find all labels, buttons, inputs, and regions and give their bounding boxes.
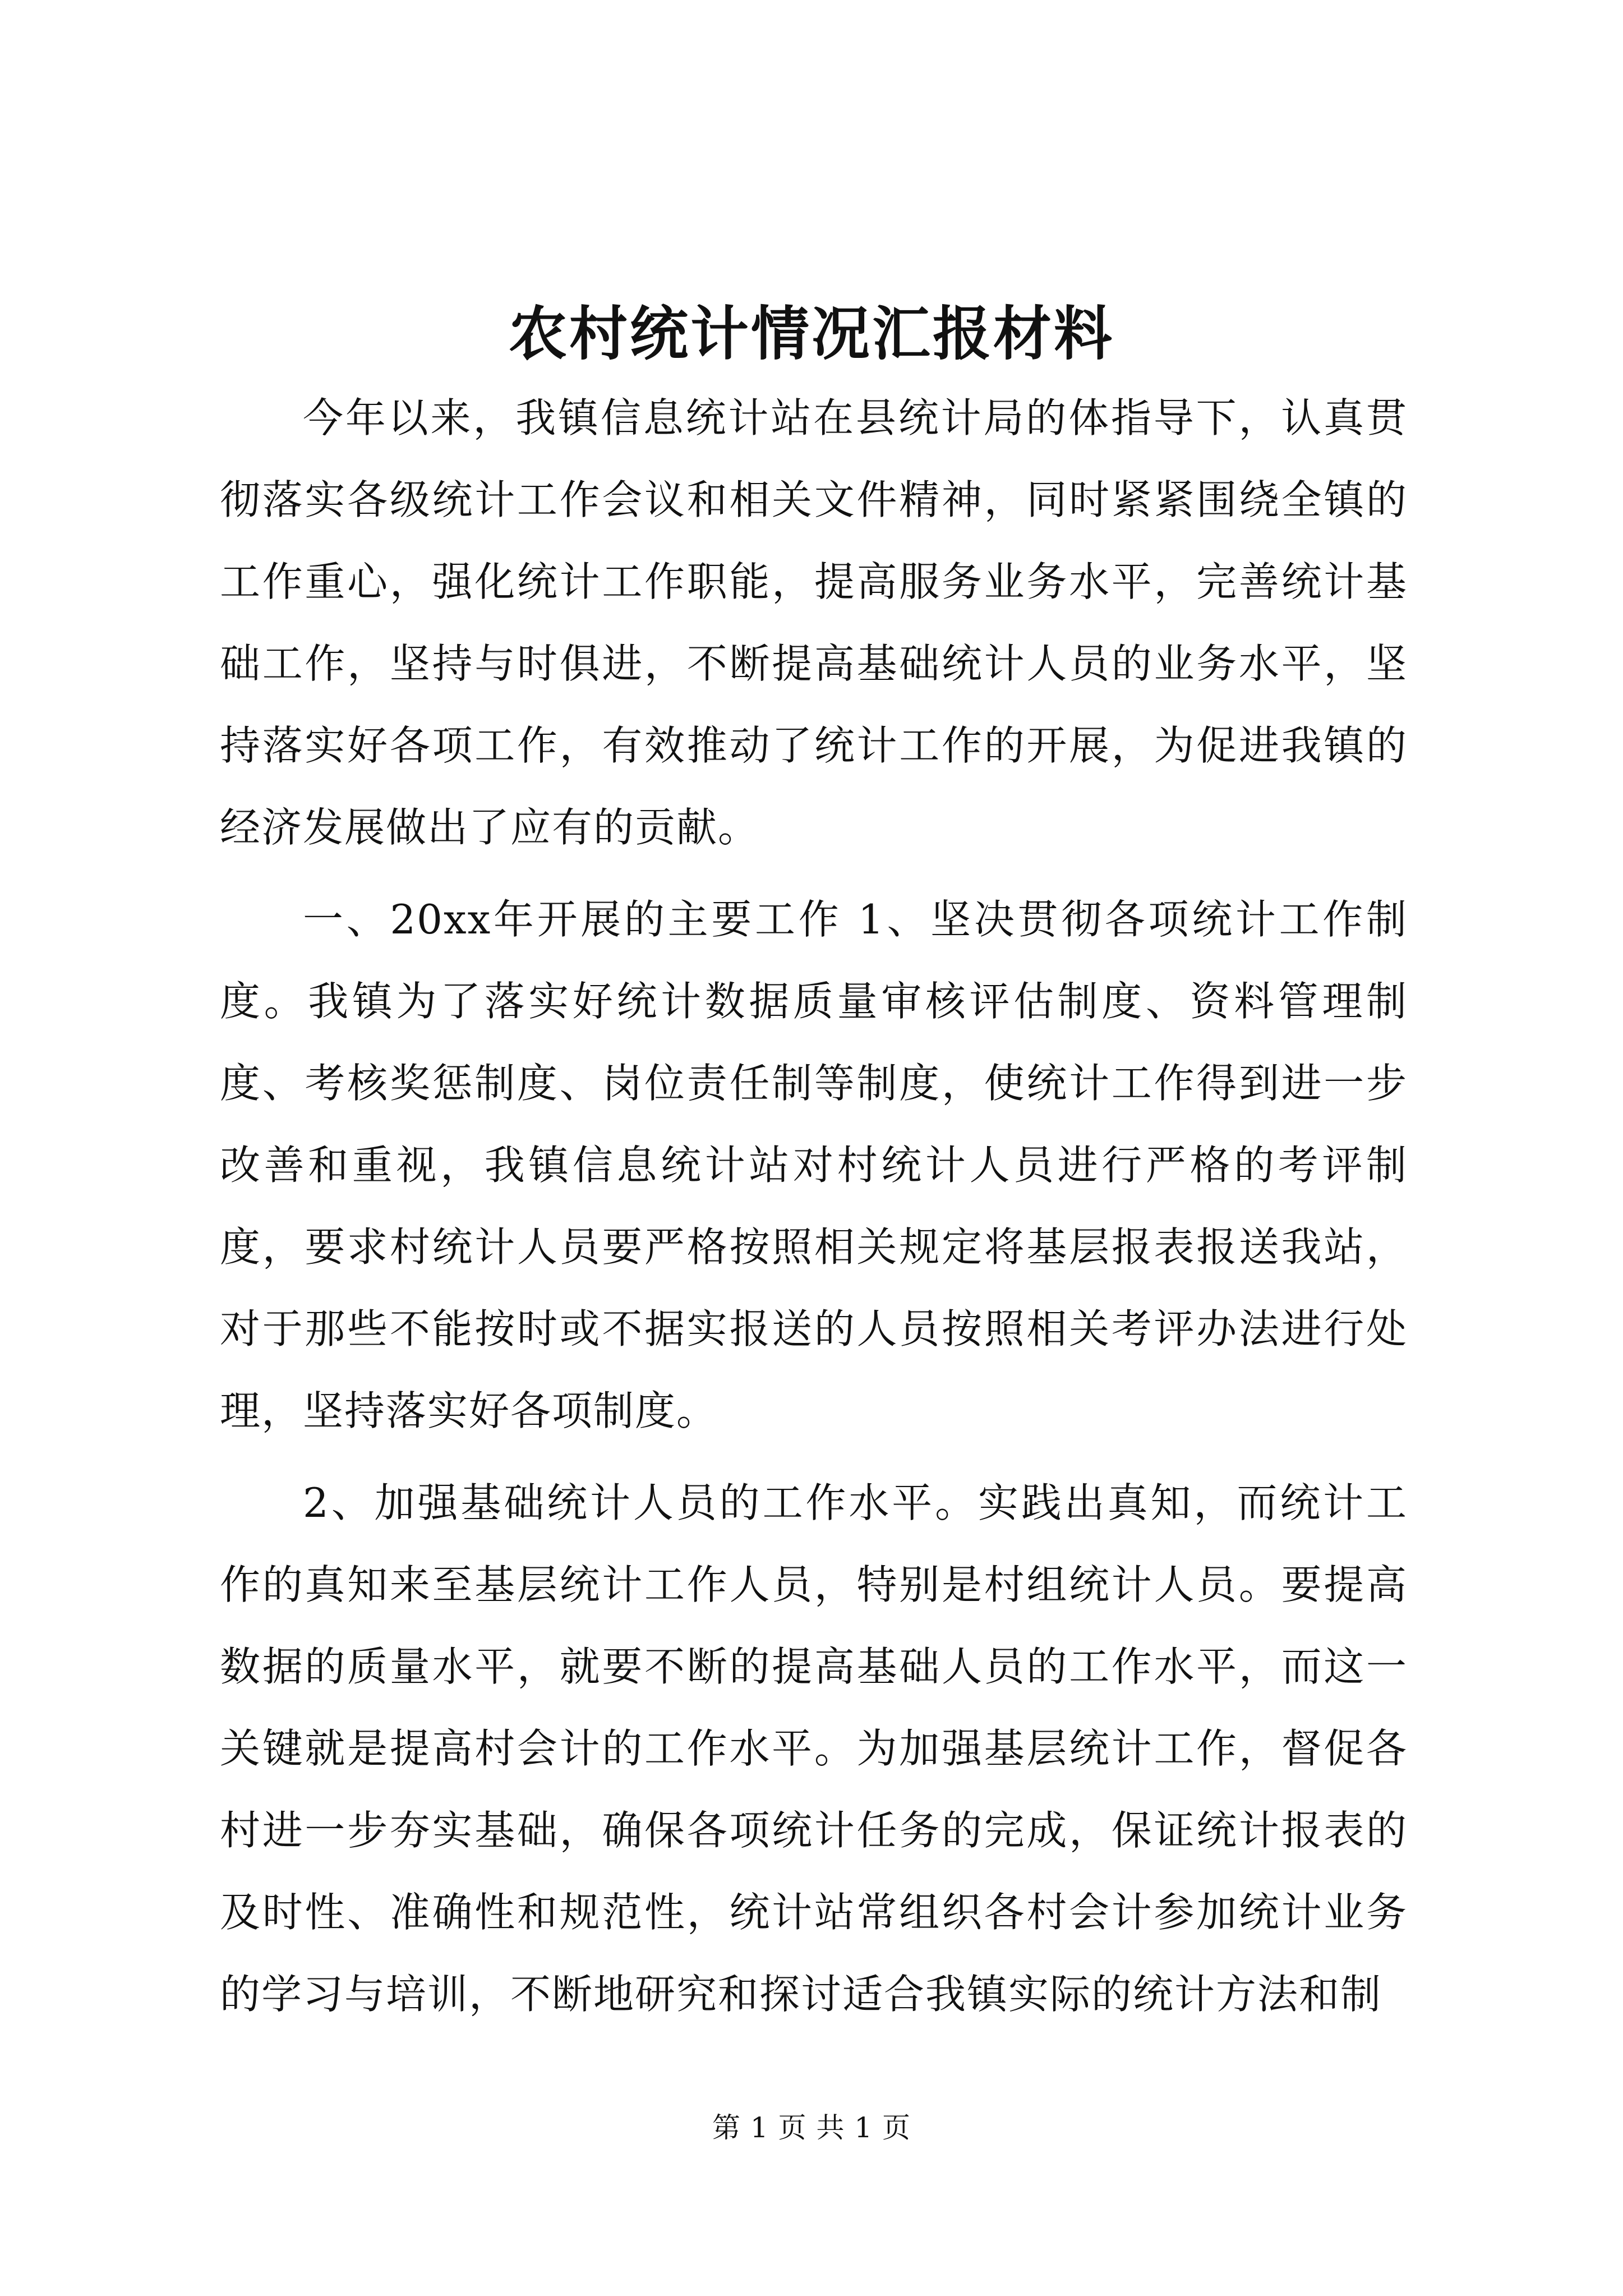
paragraph-intro: 今年以来，我镇信息统计站在县统计局的体指导下，认真贯彻落实各级统计工作会议和相关文件精神，同时紧紧围绕全镇的工作重心，强化统计工作职能，提高服务业务水平，完善统计基础工作，坚持与时俱进，不断提高基础统计人员的业务水平，坚持落实好各项工作，有效推动了统计工作的开展，为促进我镇的经济发展做出了应有的贡献。 — [220, 394, 1408, 851]
document-body — [220, 377, 1408, 2035]
document-title: 农村统计情况汇报材料 — [508, 299, 1114, 368]
page-number-footer: 第 1 页 共 1 页 — [712, 2111, 911, 2144]
paragraph-section-1: 一、20xx年开展的主要工作 1、坚决贯彻各项统计工作制度。我镇为了落实好统计数据质量审核评估制度、资料管理制度、考核奖惩制度、岗位责任制等制度，使统计工作得到进一步改善和重视，我镇信息统计站对村统计人员进行严格的考评制度，要求村统计人员要严格按照相关规定将基层报表报送我站，对于那些不能按时或不据实报送的人员按照相关考评办法进行处理，坚持落实好各项制度。 — [220, 896, 1408, 1434]
paragraph-section-2: 2、加强基础统计人员的工作水平。实践出真知，而统计工作的真知来至基层统计工作人员，特别是村组统计人员。要提高数据的质量水平，就要不断的提高基础人员的工作水平，而这一关键就是提高村会计的工作水平。为加强基层统计工作，督促各村进一步夯实基础，确保各项统计任务的完成，保证统计报表的及时性、准确性和规范性，统计站常组织各村会计参加统计业务的学习与培训，不断地研究和探讨适合我镇实际的统计方法和制 — [220, 1479, 1408, 2018]
